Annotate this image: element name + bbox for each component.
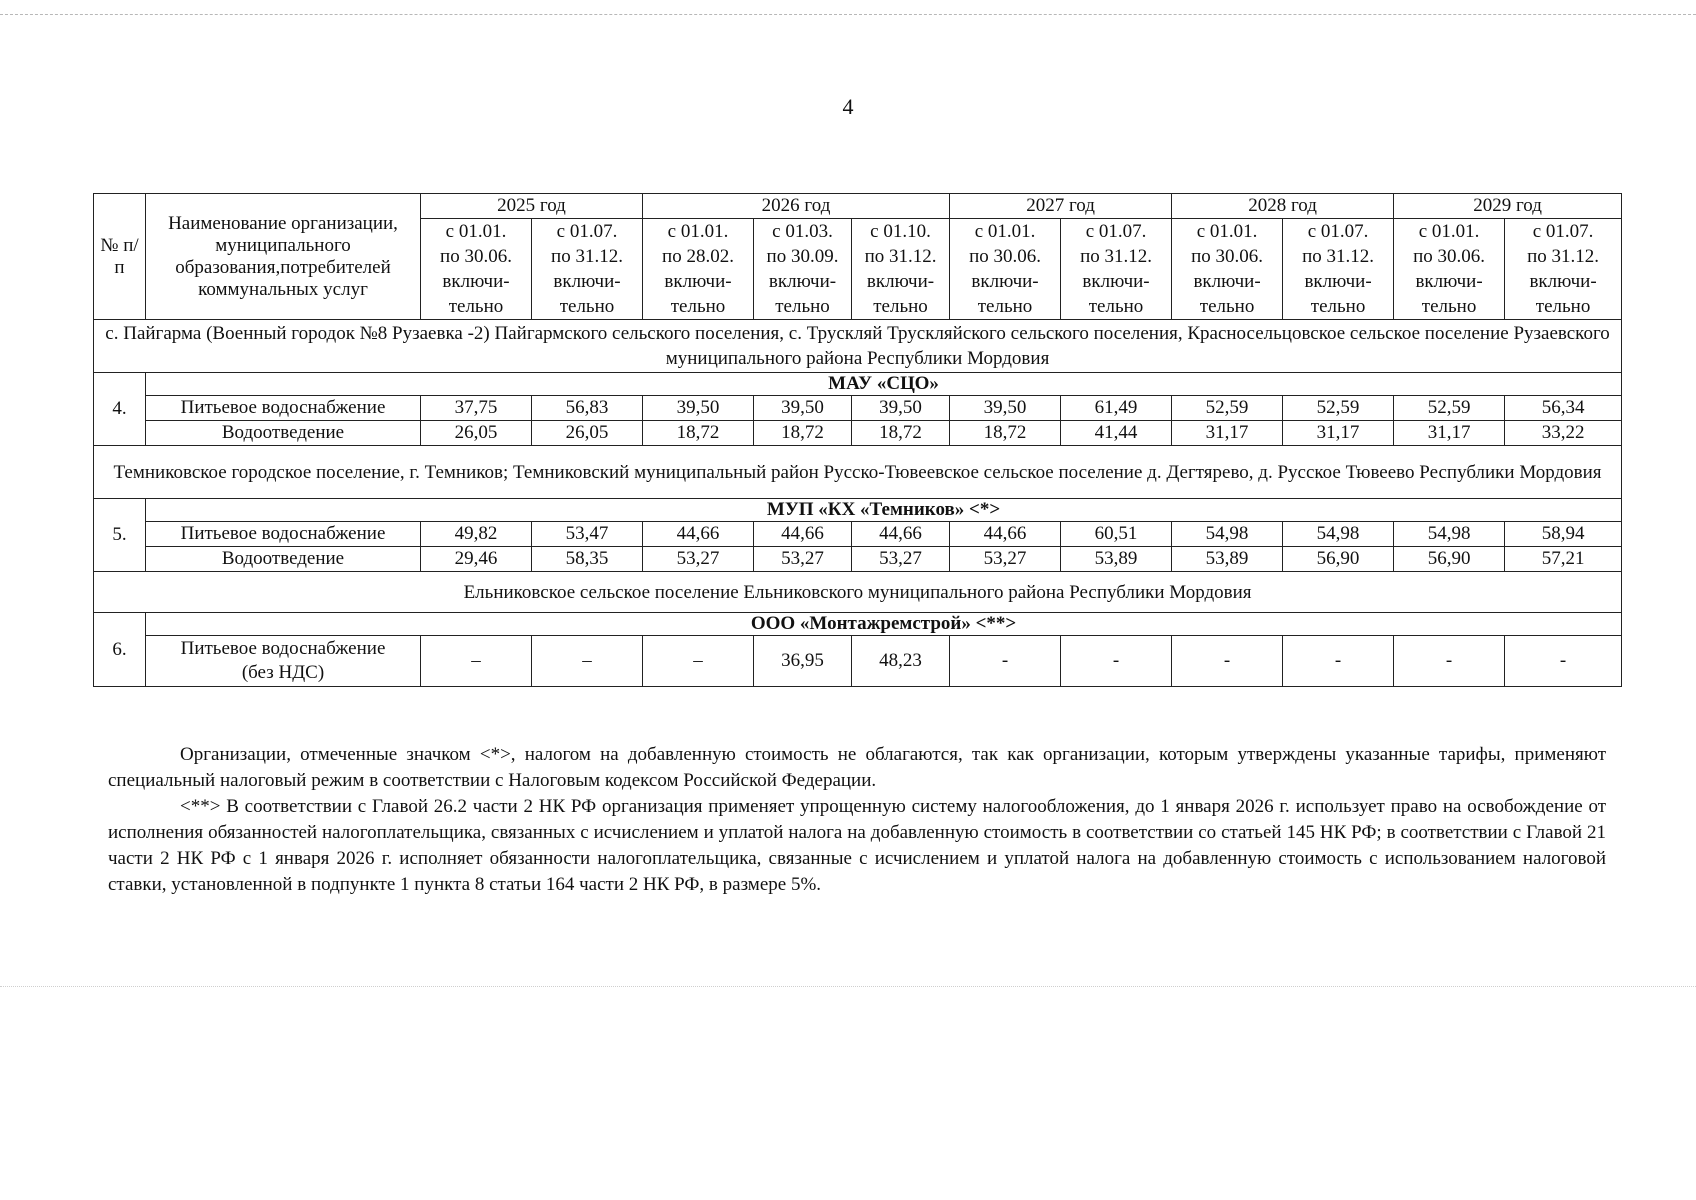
- period-incl: тельно: [1535, 296, 1591, 317]
- period-incl: тельно: [1199, 296, 1255, 317]
- period-to: по 31.12.: [1080, 246, 1152, 267]
- header-year-row: [94, 194, 1622, 219]
- footnote-vat-exempt: Организации, отмеченные значком <*>, налогом на добавленную стоимость не облагаются, так как организации, которым утверждены указанные тарифы, применяют специальный налоговый режим в соответствии с Налоговым кодексом Российской Федерации.: [108, 744, 1606, 791]
- period-to: по 30.06.: [969, 246, 1041, 267]
- header-name-cell: Наименование организации, муниципального образования,потребителей коммунальных услуг: [146, 194, 421, 320]
- tariff-value: -: [950, 636, 1061, 687]
- tariff-value: 36,95: [754, 636, 852, 687]
- tariff-value: 54,98: [1172, 522, 1283, 547]
- tariff-value: 39,50: [950, 396, 1061, 421]
- year-header: 2025 год: [421, 194, 643, 219]
- period-header: [643, 219, 754, 320]
- period-incl: включи-: [553, 271, 621, 292]
- period-from: с 01.07.: [1085, 221, 1147, 242]
- org-number: 5.: [94, 499, 146, 572]
- tariff-value: 39,50: [852, 396, 950, 421]
- period-from: с 01.10.: [870, 221, 931, 242]
- period-to: по 30.06.: [440, 246, 512, 267]
- service-name: Питьевое водоснабжение: [146, 522, 421, 547]
- period-header: [1172, 219, 1283, 320]
- tariff-value: 60,51: [1061, 522, 1172, 547]
- period-to: по 31.12.: [864, 246, 937, 267]
- page-bottom-rule: [0, 986, 1696, 987]
- table-body: [94, 194, 1622, 687]
- tariff-value: –: [643, 636, 754, 687]
- period-incl: тельно: [1088, 296, 1144, 317]
- period-incl: включи-: [768, 271, 837, 292]
- period-incl: тельно: [873, 296, 928, 317]
- period-to: по 31.12.: [1302, 246, 1375, 267]
- service-name: Питьевое водоснабжение: [146, 396, 421, 421]
- org-number: 4.: [94, 373, 146, 446]
- period-from: с 01.01.: [1418, 221, 1480, 242]
- period-header: [950, 219, 1061, 320]
- org-number: 6.: [94, 613, 146, 687]
- period-incl: тельно: [1421, 296, 1477, 317]
- tariff-value: 18,72: [754, 421, 852, 446]
- footnotes: [108, 742, 1606, 898]
- tariff-value: 53,47: [532, 522, 643, 547]
- service-row: [94, 547, 1622, 572]
- period-incl: включи-: [664, 271, 732, 292]
- period-from: с 01.07.: [556, 221, 618, 242]
- service-name: Водоотведение: [146, 547, 421, 572]
- period-header: [1061, 219, 1172, 320]
- tariff-value: 39,50: [754, 396, 852, 421]
- period-header: [1505, 219, 1622, 320]
- service-name: Водоотведение: [146, 421, 421, 446]
- period-incl: тельно: [1310, 296, 1366, 317]
- period-header: [852, 219, 950, 320]
- year-header: 2028 год: [1172, 194, 1394, 219]
- service-row: [94, 522, 1622, 547]
- tariff-value: 44,66: [643, 522, 754, 547]
- tariff-table: [93, 193, 1622, 687]
- period-incl: тельно: [559, 296, 615, 317]
- tariff-value: 58,94: [1505, 522, 1622, 547]
- tariff-value: 56,83: [532, 396, 643, 421]
- region-cell: Ельниковское сельское поселение Ельниковского муниципального района Республики Мордовия: [94, 572, 1622, 613]
- period-from: с 01.01.: [974, 221, 1036, 242]
- tariff-value: 53,27: [643, 547, 754, 572]
- period-to: по 30.09.: [766, 246, 839, 267]
- service-row: [94, 636, 1622, 687]
- region-row: [94, 320, 1622, 373]
- period-incl: тельно: [977, 296, 1033, 317]
- period-incl: включи-: [866, 271, 935, 292]
- header-num-cell: № п/п: [94, 194, 146, 320]
- tariff-value: 44,66: [950, 522, 1061, 547]
- region-row: [94, 446, 1622, 499]
- period-header: [754, 219, 852, 320]
- tariff-value: 53,27: [852, 547, 950, 572]
- period-from: с 01.03.: [772, 221, 833, 242]
- period-to: по 31.12.: [551, 246, 623, 267]
- tariff-value: 44,66: [754, 522, 852, 547]
- org-row: [94, 613, 1622, 636]
- tariff-value: 33,22: [1505, 421, 1622, 446]
- period-header: [1283, 219, 1394, 320]
- tariff-value: -: [1061, 636, 1172, 687]
- service-name: [146, 636, 421, 687]
- period-incl: тельно: [448, 296, 504, 317]
- period-incl: тельно: [670, 296, 726, 317]
- tariff-value: 31,17: [1394, 421, 1505, 446]
- period-incl: включи-: [971, 271, 1039, 292]
- tariff-value: -: [1505, 636, 1622, 687]
- tariff-value: -: [1394, 636, 1505, 687]
- period-to: по 31.12.: [1527, 246, 1600, 267]
- tariff-value: -: [1172, 636, 1283, 687]
- tariff-value: –: [532, 636, 643, 687]
- year-header: 2027 год: [950, 194, 1172, 219]
- region-cell: с. Пайгарма (Военный городок №8 Рузаевка -2) Пайгармского сельского поселения, с. Трускляй Трускляйского сельского поселения, Красносельцовское сельское поселение Рузаевского муниципального района Республики Мордовия: [94, 320, 1622, 373]
- tariff-value: 61,49: [1061, 396, 1172, 421]
- tariff-value: –: [421, 636, 532, 687]
- region-cell: Темниковское городское поселение, г. Темников; Темниковский муниципальный район Русско-Тювеевское сельское поселение д. Дегтярево, д. Русское Тювеево Республики Мордовия: [94, 446, 1622, 499]
- period-incl: тельно: [775, 296, 830, 317]
- tariff-value: 53,89: [1172, 547, 1283, 572]
- tariff-value: 39,50: [643, 396, 754, 421]
- tariff-value: 29,46: [421, 547, 532, 572]
- period-header: [532, 219, 643, 320]
- tariff-value: 37,75: [421, 396, 532, 421]
- service-name-line: Питьевое водоснабжение: [180, 638, 386, 659]
- org-name: ООО «Монтажремстрой» <**>: [146, 613, 1622, 636]
- tariff-value: 18,72: [852, 421, 950, 446]
- tariff-value: 57,21: [1505, 547, 1622, 572]
- period-to: по 28.02.: [662, 246, 734, 267]
- tariff-value: 56,34: [1505, 396, 1622, 421]
- tariff-value: 18,72: [643, 421, 754, 446]
- service-row: [94, 396, 1622, 421]
- period-header: [421, 219, 532, 320]
- org-name: МУП «КХ «Темников» <*>: [146, 499, 1622, 522]
- period-from: с 01.07.: [1532, 221, 1594, 242]
- tariff-value: 31,17: [1172, 421, 1283, 446]
- tariff-value: 56,90: [1283, 547, 1394, 572]
- footnote-simplified-tax: <**> В соответствии с Главой 26.2 части 2 НК РФ организация применяет упрощенную систему налогообложения, до 1 января 2026 г. использует право на освобождение от исполнения обязанностей налогоплательщика, связанных с исчислением и уплатой налога на добавленную стоимость в соответствии со статьей 145 НК РФ; в соответствии с Главой 21 части 2 НК РФ с 1 января 2026 г. исполняет обязанности налогоплательщика, связанные с исчислением и уплатой налога на добавленную стоимость с использованием налоговой ставки, установленной в подпункте 1 пункта 8 статьи 164 части 2 НК РФ, в размере 5%.: [108, 796, 1606, 895]
- page-number: 4: [842, 94, 854, 119]
- period-from: с 01.01.: [445, 221, 507, 242]
- period-incl: включи-: [1082, 271, 1150, 292]
- tariff-value: 53,27: [950, 547, 1061, 572]
- region-row: [94, 572, 1622, 613]
- tariff-value: 56,90: [1394, 547, 1505, 572]
- tariff-value: 18,72: [950, 421, 1061, 446]
- tariff-value: 44,66: [852, 522, 950, 547]
- period-header: [1394, 219, 1505, 320]
- org-row: [94, 499, 1622, 522]
- tariff-value: 54,98: [1283, 522, 1394, 547]
- tariff-value: 31,17: [1283, 421, 1394, 446]
- year-header: 2026 год: [643, 194, 950, 219]
- page-top-rule: [0, 14, 1696, 15]
- tariff-value: 48,23: [852, 636, 950, 687]
- tariff-value: 52,59: [1394, 396, 1505, 421]
- tariff-value: 49,82: [421, 522, 532, 547]
- period-incl: включи-: [442, 271, 510, 292]
- tariff-value: 54,98: [1394, 522, 1505, 547]
- tariff-value: 41,44: [1061, 421, 1172, 446]
- tariff-value: -: [1283, 636, 1394, 687]
- period-incl: включи-: [1529, 271, 1597, 292]
- tariff-value: 26,05: [421, 421, 532, 446]
- org-row: [94, 373, 1622, 396]
- period-from: с 01.01.: [667, 221, 729, 242]
- period-to: по 30.06.: [1191, 246, 1263, 267]
- service-row: [94, 421, 1622, 446]
- tariff-value: 52,59: [1283, 396, 1394, 421]
- tariff-value: 58,35: [532, 547, 643, 572]
- period-incl: включи-: [1193, 271, 1261, 292]
- period-to: по 30.06.: [1413, 246, 1486, 267]
- tariff-value: 26,05: [532, 421, 643, 446]
- period-incl: включи-: [1415, 271, 1483, 292]
- period-from: с 01.01.: [1196, 221, 1258, 242]
- service-name-line: (без НДС): [241, 662, 325, 683]
- tariff-value: 53,89: [1061, 547, 1172, 572]
- period-incl: включи-: [1304, 271, 1372, 292]
- period-from: с 01.07.: [1307, 221, 1369, 242]
- year-header: 2029 год: [1394, 194, 1622, 219]
- org-name: МАУ «СЦО»: [146, 373, 1622, 396]
- tariff-value: 53,27: [754, 547, 852, 572]
- tariff-value: 52,59: [1172, 396, 1283, 421]
